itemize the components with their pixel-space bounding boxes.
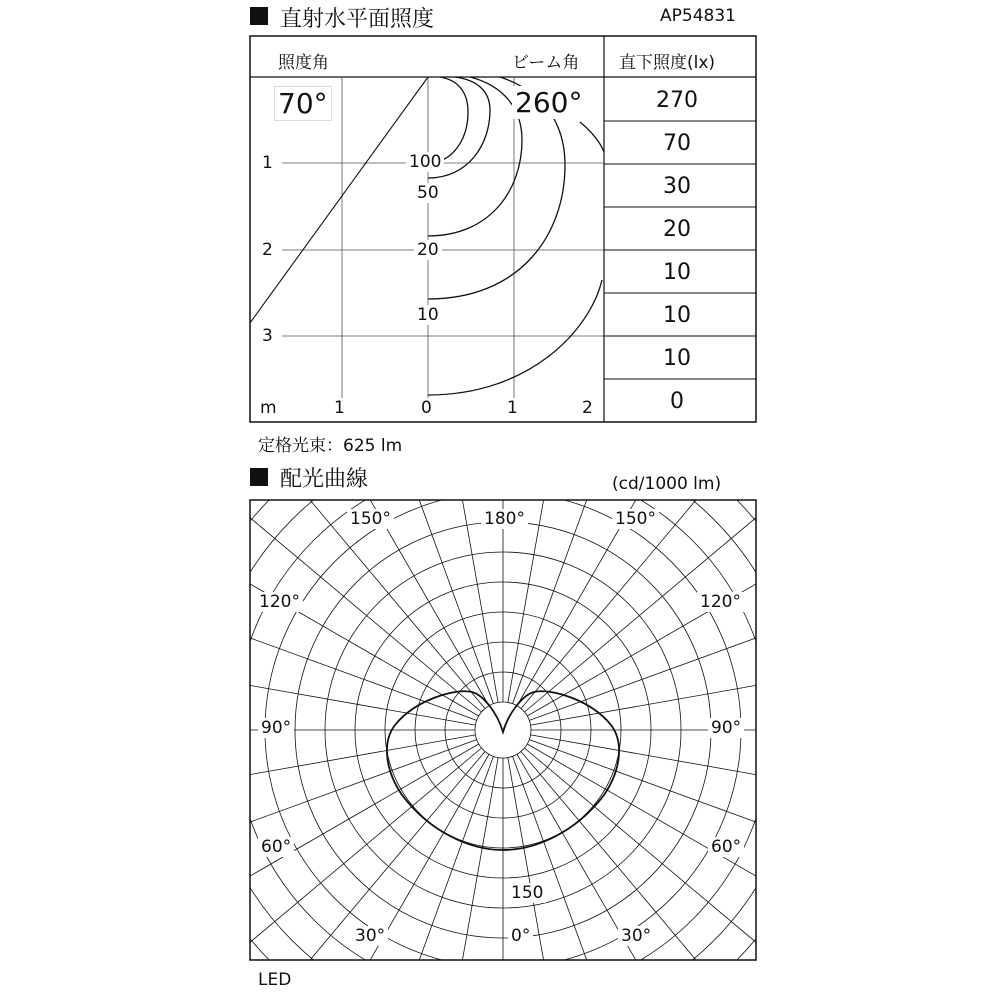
polar-spoke [109,735,475,800]
polar-spoke [197,748,482,987]
rated-flux: 定格光束：625 lm [258,436,403,456]
polar-spoke [517,754,703,1000]
polar-spoke [366,756,493,1000]
model-number: AP54831 [660,6,736,26]
illum-angle-value: 70° [274,86,332,121]
lux-value: 10 [663,346,691,371]
lux-value: 70 [663,131,691,156]
light-source-type: LED [258,970,292,990]
polar-spoke [127,740,477,867]
polar-spoke [521,751,760,1000]
angle-label-30-left: 30° [352,926,388,946]
polar-spoke [303,384,489,706]
lux-value: 10 [663,260,691,285]
angle-label-120-left: 120° [256,592,303,612]
polar-spoke [109,661,475,726]
angle-label-60-left: 60° [258,837,294,857]
angle-label-30-right: 30° [618,926,654,946]
angle-label-60-right: 60° [708,837,744,857]
lux-value: 10 [663,303,691,328]
illuminance-title: 直射水平面照度 [280,7,435,32]
x-axis-label-2: 2 [582,398,593,418]
polar-spoke [246,751,485,1000]
polar-spoke [524,473,809,712]
radial-scale-label: 150 [508,883,546,903]
polar-spoke [513,756,640,1000]
polar-spoke [197,473,482,712]
polar-spoke [521,424,760,709]
polar-spoke [529,740,879,867]
angle-label-120-right: 120° [697,592,744,612]
angle-label-0: 0° [508,926,533,946]
polar-spoke [527,744,849,930]
polar-unit: (cd/1000 lm) [612,474,722,494]
angle-label-150-left: 150° [347,509,394,529]
angle-label-180: 180° [481,509,528,529]
x-axis-label-minus1: 1 [334,398,345,418]
depth-label-3: 3 [262,326,273,346]
contour-label-100: 100 [406,152,444,172]
x-axis-unit: m [260,398,277,418]
polar-spoke [531,661,897,726]
contour-label-10: 10 [414,305,442,325]
x-axis-label-0: 0 [418,398,435,418]
contour-label-50: 50 [414,183,442,203]
polar-spoke [527,530,849,716]
angle-label-90-left: 90° [258,718,294,738]
angle-label-150-right: 150° [612,509,659,529]
lux-value: 0 [670,389,684,414]
polar-spoke [157,744,479,930]
polar-spoke [246,424,485,709]
angle-label-90-right: 90° [708,718,744,738]
lux-header: 直下照度(lx) [619,53,716,73]
polar-spoke [531,735,897,800]
depth-label-2: 2 [262,240,273,260]
lux-value: 270 [656,88,698,113]
beam-angle-header: ビーム角 [512,53,580,73]
lux-value: 30 [663,174,691,199]
polar-spoke [157,530,479,716]
polar-title: 配光曲線 [280,467,369,492]
lux-value: 20 [663,217,691,242]
depth-label-1: 1 [262,153,273,173]
illum-angle-header: 照度角 [278,53,329,73]
contour-label-20: 20 [414,240,442,260]
polar-spoke [303,754,489,1000]
polar-spoke [524,748,809,987]
x-axis-label-1: 1 [507,398,518,418]
polar-spoke [517,384,703,706]
beam-angle-value: 260° [512,86,585,119]
